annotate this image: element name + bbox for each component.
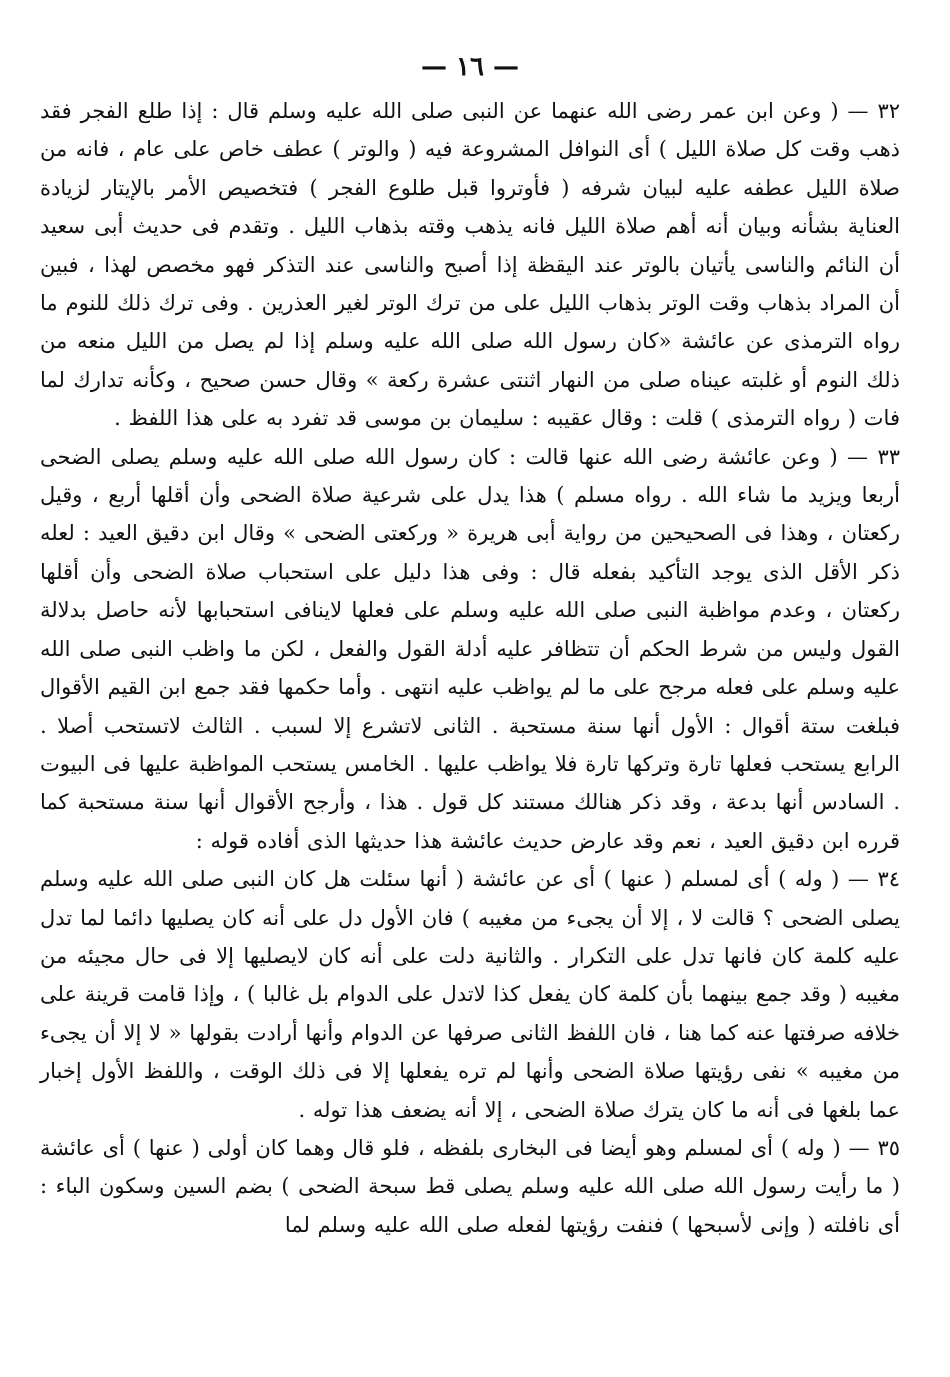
page-number: — ١٦ — [420, 52, 520, 82]
paragraph-32: ٣٢ — ( وعن ابن عمر رضى الله عنهما عن النبى صلى الله عليه وسلم قال : إذا طلع الفجر فقد ذهب وقت كل صلاة الليل ) أى النوافل المشروعة فيه ( والوتر ) عطف خاص على عام ، فانه من صلاة الليل عطفه عليه لبيان شرفه ( فأوتروا قبل طلوع الفجر ) فتخصيص الأمر بالإيتار لزيادة العناية بشأنه وبيان أنه أهم صلاة الليل فانه يذهب وقته بذهاب الليل . وتقدم فى حديث أبى سعيد أن النائم والناسى يأتيان بالوتر عند اليقظة إذا أصبح والناسى عند التذكر فهو مخصص لهذا ، فبين أن المراد بذهاب وقت الوتر بذهاب الليل على من ترك الوتر لغير العذرين . وفى ترك ذلك للنوم ما رواه الترمذى عن عائشة «كان رسول الله صلى الله عليه وسلم إذا لم يصل من الليل منعه من ذلك النوم أو غلبته عيناه صلى من النهار اثنتى عشرة ركعة » وقال حسن صحيح ، وكأنه تدارك لما فات ( رواه الترمذى ) قلت : وقال عقيبه : سليمان بن موسى قد تفرد به على هذا اللفظ . [40, 99, 900, 431]
page-body [40, 92, 900, 1244]
paragraph-34: ٣٤ — ( وله ) أى لمسلم ( عنها ) أى عن عائشة ( أنها سئلت هل كان النبى صلى الله عليه وسلم يصلى الضحى ؟ قالت لا ، إلا أن يجىء من مغيبه ) فان الأول دل على أنه كان يصليها دائما لما تدل عليه كلمة كان فانها تدل على التكرار . والثانية دلت على أنه كان لايصليها إلا فى حال مجيئه من مغيبه ( وقد جمع بينهما بأن كلمة كان يفعل كذا لاتدل على الدوام بل غالبا ) ، وإذا قامت قرينة على خلافه صرفتها عنه كما هنا ، فان اللفظ الثانى صرفها عن الدوام وأنها أرادت بقولها « لا إلا أن يجىء من مغيبه » نفى رؤيتها صلاة الضحى وأنها لم تره يفعلها إلا فى ذلك الوقت ، واللفظ الأول إخبار عما بلغها فى أنه ما كان يترك صلاة الضحى ، إلا أنه يضعف هذا توله . [40, 867, 900, 1122]
paragraph-35: ٣٥ — ( وله ) أى لمسلم وهو أيضا فى البخارى بلفظه ، فلو قال وهما كان أولى ( عنها ) أى عائشة ( ما رأيت رسول الله صلى الله عليه وسلم يصلى قط سبحة الضحى ) بضم السين وسكون الباء : أى نافلته ( وإنى لأسبحها ) فنفت رؤيتها لفعله صلى الله عليه وسلم لما [40, 1135, 900, 1237]
paragraph-33: ٣٣ — ( وعن عائشة رضى الله عنها قالت : كان رسول الله صلى الله عليه وسلم يصلى الضحى أربعا ويزيد ما شاء الله . رواه مسلم ) هذا يدل على شرعية صلاة الضحى وأن أقلها أربع ، وقيل ركعتان ، وهذا فى الصحيحين من رواية أبى هريرة « وركعتى الضحى » وقال ابن دقيق العيد : لعله ذكر الأقل الذى يوجد التأكيد بفعله قال : وفى هذا دليل على استحباب صلاة الضحى وأن أقلها ركعتان ، وعدم مواظبة النبى صلى الله عليه وسلم على فعلها لاينافى استحبابها لأنه حاصل بدلالة القول وليس من شرط الحكم أن تتظافر عليه أدلة القول والفعل ، لكن ما واظب النبى صلى الله عليه وسلم على فعله مرجح على ما لم يواظب عليه انتهى . وأما حكمها فقد جمع ابن القيم الأقوال فبلغت ستة أقوال : الأول أنها سنة مستحبة . الثانى لاتشرع إلا لسبب . الثالث لاتستحب أصلا . الرابع يستحب فعلها تارة وتركها تارة فلا يواظب عليها . الخامس يستحب المواظبة عليها فى البيوت . السادس أنها بدعة ، وقد ذكر هنالك مستند كل قول . هذا ، وأرجح الأقوال أنها سنة مستحبة كما قرره ابن دقيق العيد ، نعم وقد عارض حديث عائشة هذا حديثها الذى أفاده قوله : [40, 444, 900, 853]
